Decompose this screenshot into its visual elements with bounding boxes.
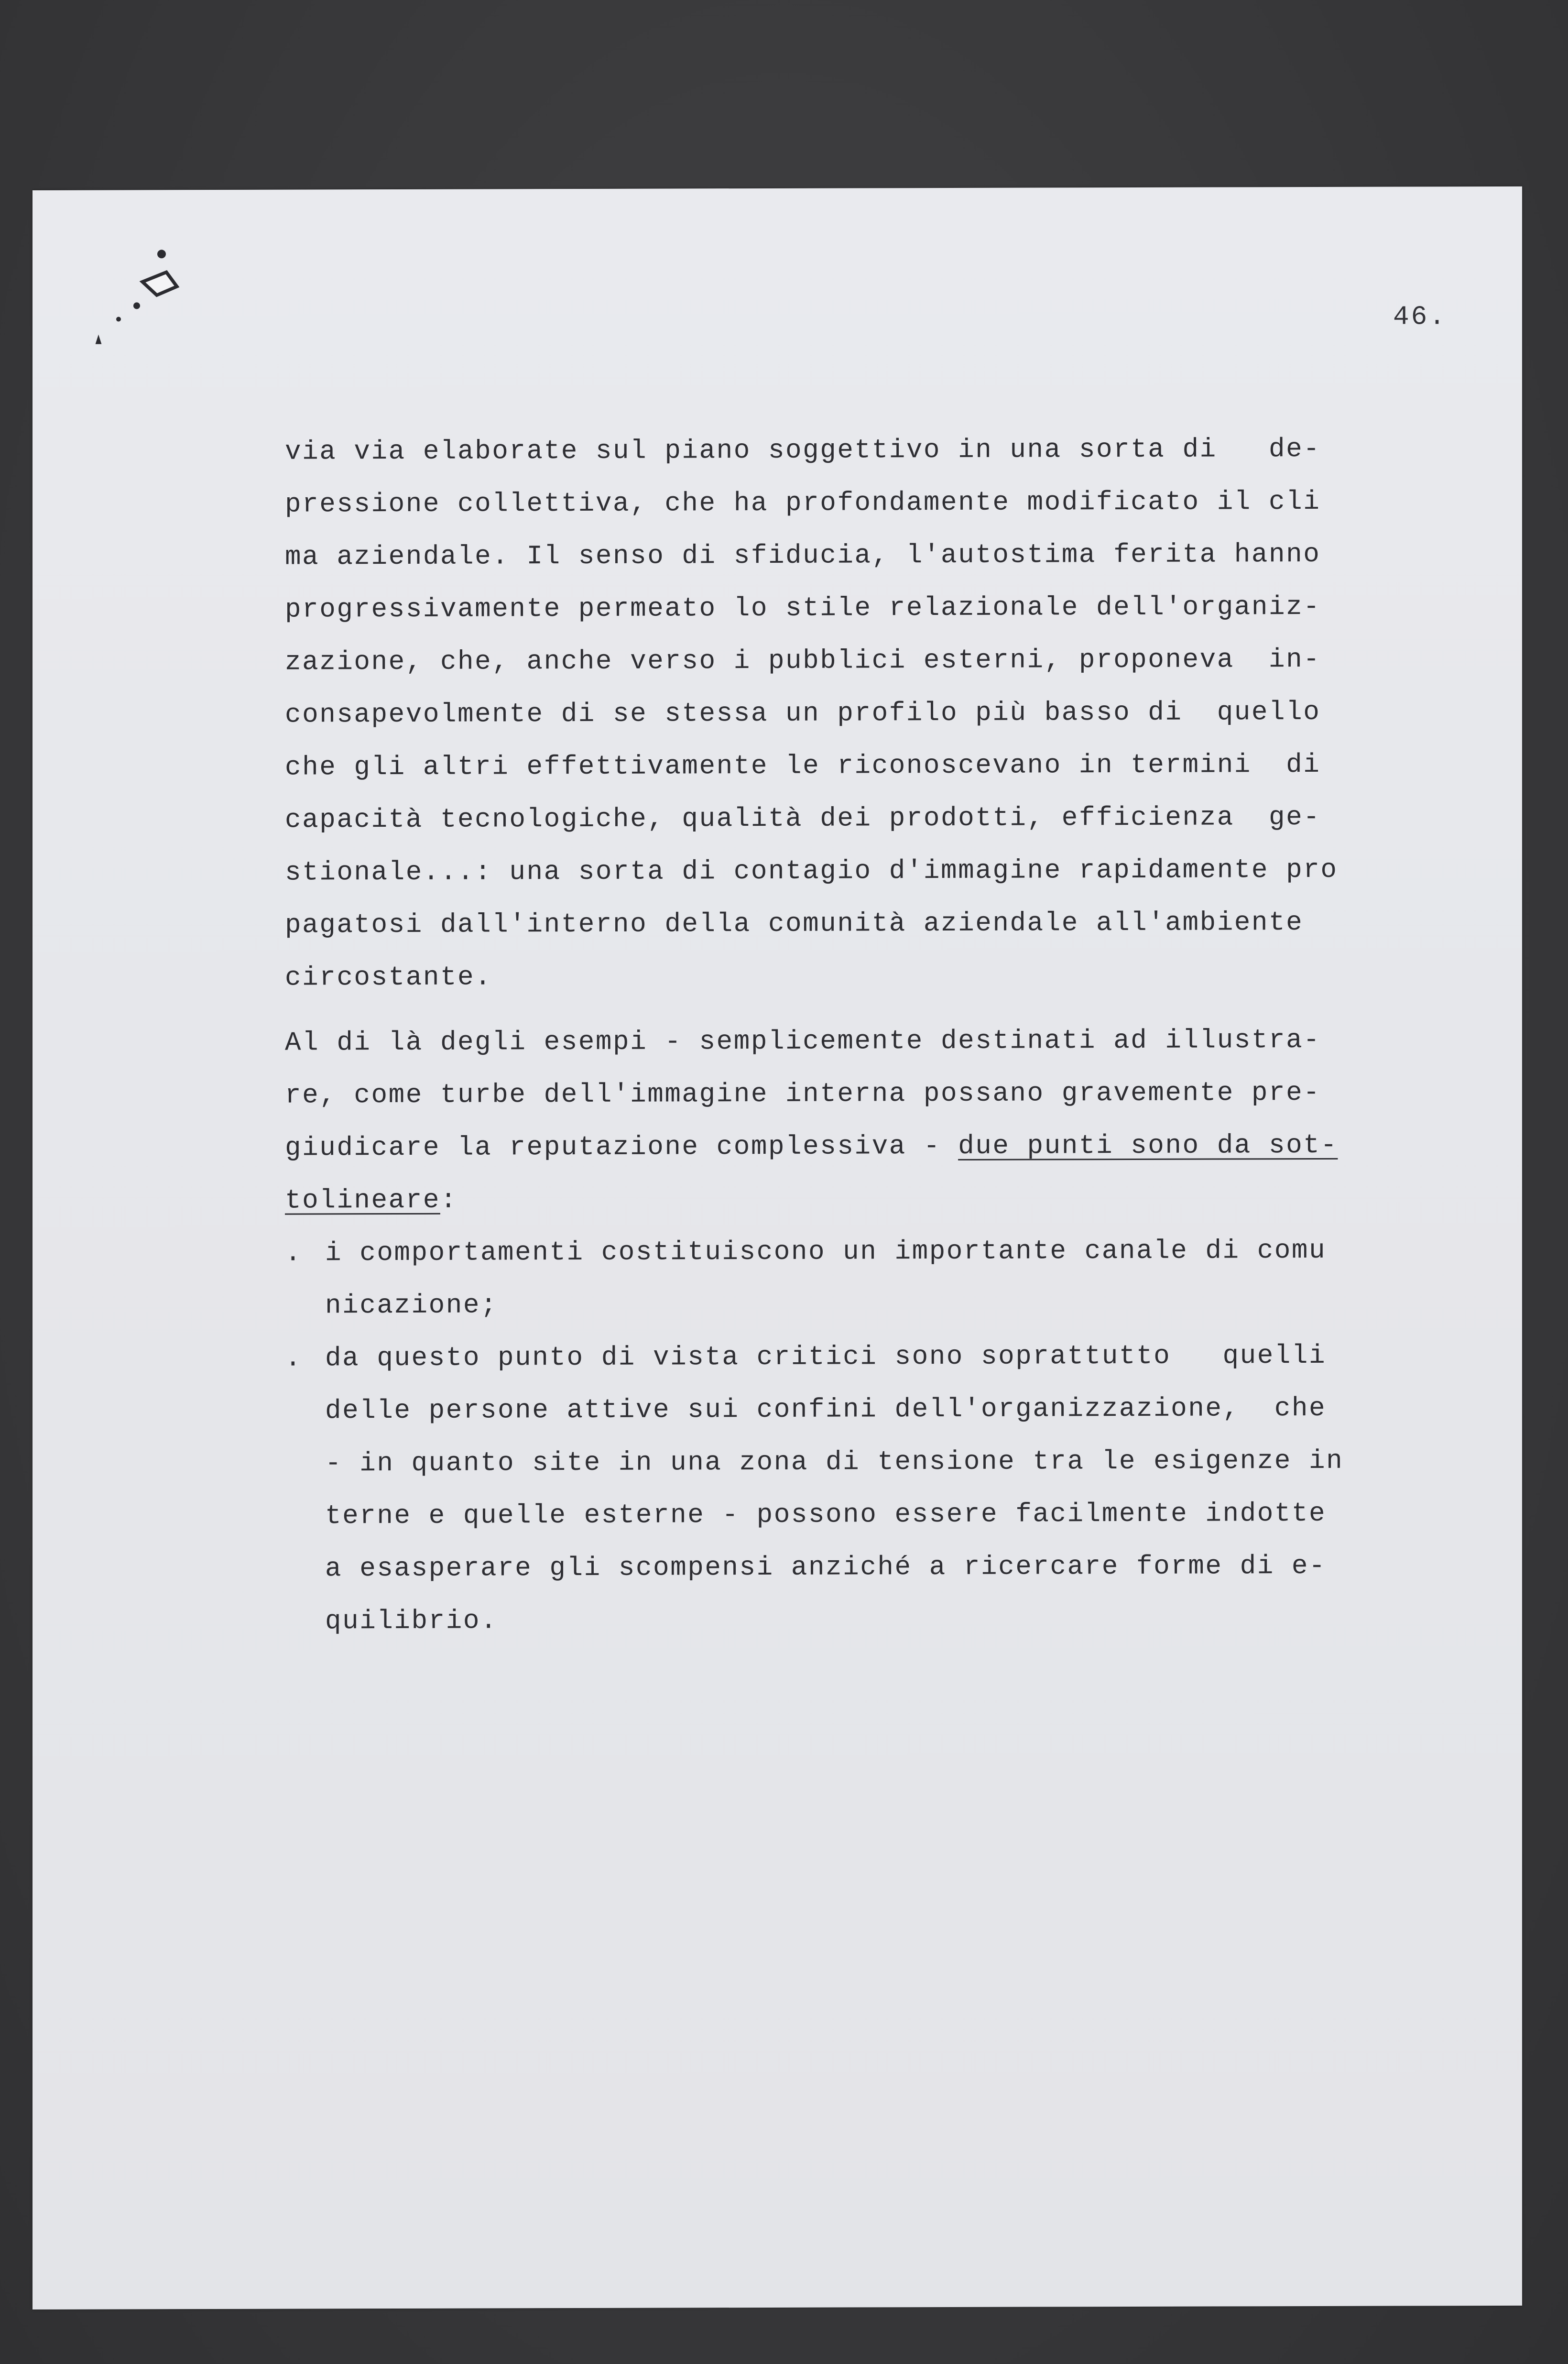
- bullet-line: delle persone attive sui confini dell'organizzazione, che: [325, 1392, 1327, 1426]
- underlined-emphasis: tolineare: [285, 1184, 440, 1216]
- bullet-line: - in quanto site in una zona di tensione tra le esigenze in: [325, 1445, 1344, 1479]
- paragraph1-line: stionale...: una sorta di contagio d'immagine rapidamente pro: [285, 854, 1338, 888]
- paragraph1-line: che gli altri effettivamente le riconoscevano in termini di: [285, 749, 1321, 783]
- bullet-marker: .: [285, 1237, 303, 1269]
- page-number: 46.: [1393, 301, 1447, 332]
- underlined-emphasis: due punti sono da sot-: [958, 1129, 1338, 1161]
- paragraph1-line: via via elaborate sul piano soggettivo in una sorta di de-: [285, 433, 1321, 467]
- paragraph2-text: :: [440, 1184, 458, 1215]
- paragraph1-line: ma aziendale. Il senso di sfiducia, l'autostima ferita hanno: [285, 538, 1321, 572]
- paragraph1-line: zazione, che, anche verso i pubblici esterni, proponeva in-: [285, 644, 1321, 678]
- paragraph2-line: re, come turbe dell'immagine interna possano gravemente pre-: [285, 1077, 1321, 1111]
- paragraph2-line: [285, 1184, 458, 1216]
- bullet-line: a esasperare gli scompensi anziché a ricercare forme di e-: [325, 1550, 1327, 1584]
- paragraph1-line: circostante.: [285, 962, 492, 993]
- paragraph1-line: pressione collettiva, che ha profondamente modificato il cli: [285, 486, 1321, 520]
- paragraph2-text: giudicare la reputazione complessiva -: [285, 1130, 958, 1163]
- body-text: [285, 435, 1461, 1872]
- typewritten-page: [33, 186, 1522, 2309]
- bullet-line: terne e quelle esterne - possono essere facilmente indotte: [325, 1498, 1327, 1532]
- paragraph2-line: [285, 1129, 1338, 1163]
- paragraph1-line: progressivamente permeato lo stile relazionale dell'organiz-: [285, 591, 1321, 625]
- bullet-line: nicazione;: [325, 1290, 498, 1321]
- bullet-line: da questo punto di vista critici sono soprattutto quelli: [325, 1340, 1327, 1374]
- bullet-line: quilibrio.: [325, 1605, 498, 1637]
- paragraph1-line: pagatosi dall'interno della comunità aziendale all'ambiente: [285, 907, 1304, 941]
- paragraph1-line: consapevolmente di se stessa un profilo più basso di quello: [285, 696, 1321, 730]
- ink-speck-marks-icon: [71, 234, 195, 344]
- paragraph2-line: Al di là degli esempi - semplicemente destinati ad illustra-: [285, 1024, 1321, 1058]
- paragraph1-line: capacità tecnologiche, qualità dei prodotti, efficienza ge-: [285, 801, 1321, 835]
- bullet-line: i comportamenti costituiscono un importante canale di comu: [325, 1235, 1327, 1269]
- bullet-marker: .: [285, 1343, 303, 1374]
